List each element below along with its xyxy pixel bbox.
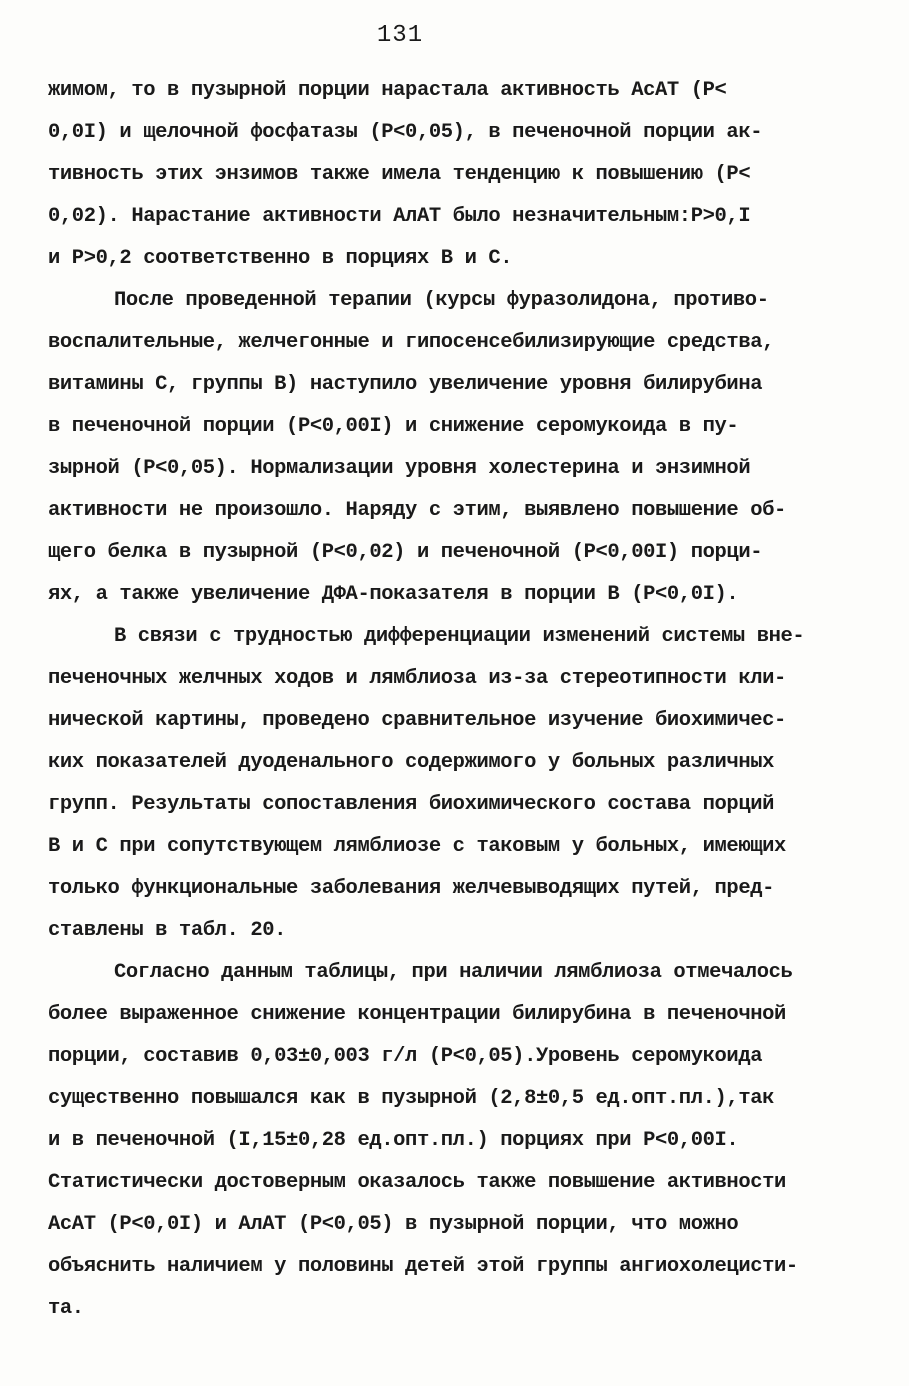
body-text	[48, 70, 868, 1330]
text-line: АсАТ (P<0,0I) и АлАТ (P<0,05) в пузырной порции, что можно	[48, 1213, 739, 1236]
text-line: щего белка в пузырной (P<0,02) и печеночной (P<0,00I) порци-	[48, 541, 763, 564]
paragraph	[48, 280, 868, 616]
text-line: печеночных желчных ходов и лямблиоза из-за стереотипности кли-	[48, 667, 786, 690]
text-line: 0,0I) и щелочной фосфатазы (P<0,05), в печеночной порции ак-	[48, 121, 763, 144]
text-line: Согласно данным таблицы, при наличии лямблиоза отмечалось	[114, 961, 793, 984]
text-line: существенно повышался как в пузырной (2,8±0,5 ед.опт.пл.),так	[48, 1087, 775, 1110]
text-line: та.	[48, 1297, 84, 1320]
text-line: Статистически достоверным оказалось также повышение активности	[48, 1171, 786, 1194]
text-line: После проведенной терапии (курсы фуразолидона, противо-	[114, 289, 769, 312]
text-line: жимом, то в пузырной порции нарастала активность АсАТ (P<	[48, 79, 727, 102]
text-line: 0,02). Нарастание активности АлАТ было незначительным:P>0,I	[48, 205, 751, 228]
text-line: активности не произошло. Наряду с этим, выявлено повышение об-	[48, 499, 786, 522]
text-line: объяснить наличием у половины детей этой группы ангиохолецисти-	[48, 1255, 798, 1278]
text-line: ких показателей дуоденального содержимого у больных различных	[48, 751, 775, 774]
text-line: В и С при сопутствующем лямблиозе с таковым у больных, имеющих	[48, 835, 786, 858]
text-line: порции, составив 0,03±0,003 г/л (P<0,05).Уровень серомукоида	[48, 1045, 763, 1068]
text-line: и в печеночной (I,15±0,28 ед.опт.пл.) порциях при P<0,00I.	[48, 1129, 739, 1152]
text-line: групп. Результаты сопоставления биохимического состава порций	[48, 793, 775, 816]
text-line: и P>0,2 соответственно в порциях В и С.	[48, 247, 513, 270]
text-line: зырной (P<0,05). Нормализации уровня холестерина и энзимной	[48, 457, 751, 480]
text-line: ях, а также увеличение ДФА-показателя в порции В (P<0,0I).	[48, 583, 739, 606]
text-line: нической картины, проведено сравнительное изучение биохимичес-	[48, 709, 786, 732]
text-line: только функциональные заболевания желчевыводящих путей, пред-	[48, 877, 775, 900]
text-line: в печеночной порции (P<0,00I) и снижение серомукоида в пу-	[48, 415, 739, 438]
text-line: тивность этих энзимов также имела тенденцию к повышению (P<	[48, 163, 751, 186]
text-line: витамины С, группы В) наступило увеличение уровня билирубина	[48, 373, 763, 396]
paragraph	[48, 952, 868, 1330]
page-number: 131	[376, 22, 424, 49]
text-line: более выраженное снижение концентрации билирубина в печеночной	[48, 1003, 786, 1026]
text-line: В связи с трудностью дифференциации изменений системы вне-	[114, 625, 805, 648]
paragraph	[48, 616, 868, 952]
text-line: воспалительные, желчегонные и гипосенсебилизирующие средства,	[48, 331, 775, 354]
paragraph	[48, 70, 868, 280]
text-line: ставлены в табл. 20.	[48, 919, 287, 942]
